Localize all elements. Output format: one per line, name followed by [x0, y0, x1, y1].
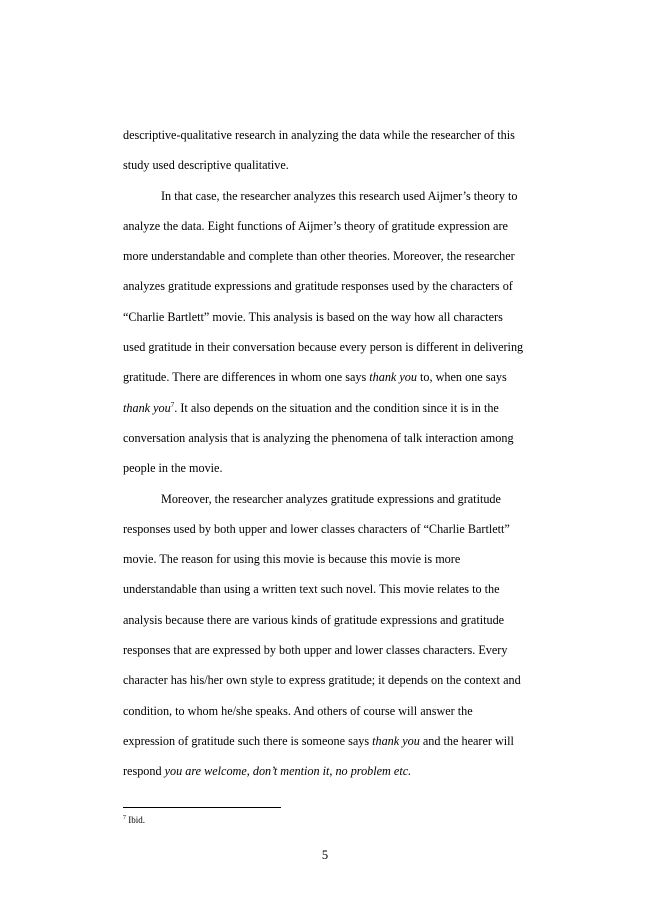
- text-line: [123, 484, 555, 514]
- text-line: [123, 635, 555, 665]
- text-line: [123, 302, 555, 332]
- text-run: more understandable and complete than other theories. Moreover, the researcher: [123, 249, 515, 264]
- text-run: In that case, the researcher analyzes this research used Aijmer’s theory to: [161, 188, 518, 203]
- paragraph: [123, 120, 555, 181]
- italic-text: thank you: [369, 370, 417, 385]
- text-run: character has his/her own style to express gratitude; it depends on the context and: [123, 673, 521, 688]
- text-run: responses that are expressed by both upper and lower classes characters. Every: [123, 643, 508, 658]
- text-run: ,: [246, 764, 253, 779]
- footnote: [123, 812, 145, 826]
- text-run: expression of gratitude such there is someone says: [123, 733, 373, 748]
- text-run: Moreover, the researcher analyzes gratitude expressions and gratitude: [161, 491, 501, 506]
- text-run: . It also depends on the situation and the condition since it is in the: [174, 400, 499, 415]
- text-line: [123, 605, 555, 635]
- text-run: used gratitude in their conversation because every person is different in delivering: [123, 340, 524, 355]
- text-line: [123, 453, 555, 483]
- text-run: analysis because there are various kinds of gratitude expressions and gratitude: [123, 612, 505, 627]
- text-run: to, when one says: [417, 370, 507, 385]
- text-line: [123, 211, 555, 241]
- text-run: movie. The reason for using this movie is because this movie is more: [123, 552, 461, 567]
- text-line: [123, 241, 555, 271]
- text-line: [123, 514, 555, 544]
- paragraph: [123, 484, 555, 787]
- text-line: [123, 332, 555, 362]
- italic-text: thank you: [372, 733, 420, 748]
- text-run: condition, to whom he/she speaks. And others of course will answer the: [123, 703, 473, 718]
- text-run: people in the movie.: [123, 461, 223, 476]
- text-line: [123, 756, 555, 786]
- text-run: gratitude. There are differences in whom one says: [123, 370, 370, 385]
- text-run: conversation analysis that is analyzing the phenomena of talk interaction among: [123, 430, 514, 445]
- footnote-ref: 7: [170, 400, 175, 409]
- text-line: [123, 150, 555, 180]
- text-line: [123, 181, 555, 211]
- italic-text: don’t mention it, no problem etc.: [252, 764, 412, 779]
- text-run: “Charlie Bartlett” movie. This analysis is based on the way how all characters: [123, 309, 503, 324]
- page-number: 5: [321, 848, 329, 862]
- text-line: [123, 574, 555, 604]
- text-line: [123, 423, 555, 453]
- text-line: [123, 726, 555, 756]
- text-line: [123, 696, 555, 726]
- text-line: [123, 271, 555, 301]
- text-run: study used descriptive qualitative.: [123, 158, 289, 173]
- paragraph: [123, 181, 555, 484]
- text-run: analyzes gratitude expressions and gratitude responses used by the characters of: [123, 279, 513, 294]
- body-text: [123, 120, 555, 787]
- text-line: [123, 665, 555, 695]
- italic-text: you are welcome: [164, 764, 247, 779]
- text-line: [123, 393, 555, 423]
- footnote-marker: 7: [123, 815, 126, 821]
- footnote-separator: [123, 807, 281, 808]
- italic-text: thank you: [123, 400, 171, 415]
- text-run: understandable than using a written text such novel. This movie relates to the: [123, 582, 500, 597]
- text-line: [123, 362, 555, 392]
- text-run: and the hearer will: [419, 733, 514, 748]
- text-run: descriptive-qualitative research in analyzing the data while the researcher of this: [123, 128, 515, 142]
- text-line: [123, 120, 555, 150]
- text-run: respond: [123, 764, 165, 779]
- text-run: responses used by both upper and lower classes characters of “Charlie Bartlett”: [123, 521, 510, 536]
- text-run: analyze the data. Eight functions of Aijmer’s theory of gratitude expression are: [123, 218, 508, 233]
- text-line: [123, 544, 555, 574]
- footnote-text: Ibid.: [126, 815, 145, 825]
